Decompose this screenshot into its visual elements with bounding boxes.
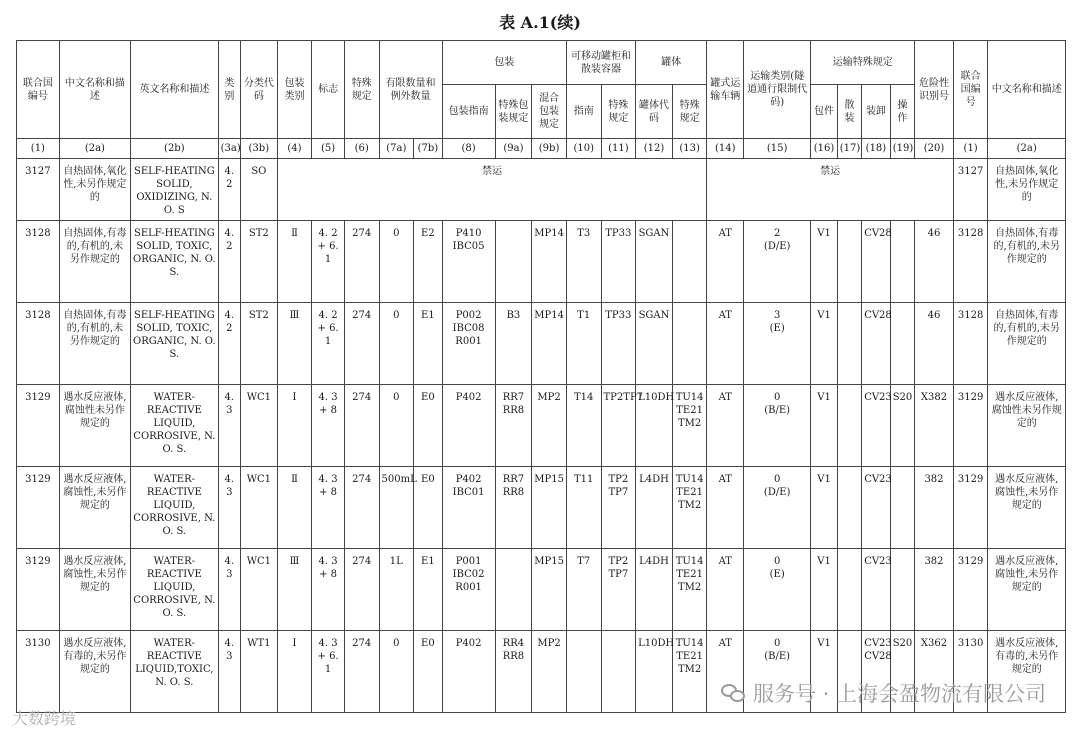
column-number: (2b) — [131, 139, 219, 159]
pack-instr-cell: P002 IBC08 R001 — [442, 303, 495, 385]
vehicle-cell: AT — [707, 467, 744, 549]
class-code-cell: WT1 — [241, 631, 278, 713]
name-cn-2-cell: 遇水反应液体,有毒的,未另作规定的 — [988, 631, 1066, 713]
column-number: (14) — [707, 139, 744, 159]
special-provision-cell: 274 — [344, 385, 379, 467]
pt-instr-cell: T3 — [566, 221, 601, 303]
class-code-cell: ST2 — [241, 303, 278, 385]
pack-instr-cell: P402 — [442, 631, 495, 713]
special-pack-cell: RR4 RR8 — [495, 631, 532, 713]
tank-code-cell: L4DH — [636, 467, 673, 549]
tank-special-cell — [672, 221, 707, 303]
vehicle-cell: AT — [707, 221, 744, 303]
packages-cell: V1 — [811, 221, 837, 303]
name-en-cell: SELF-HEATING SOLID, OXIDIZING, N. O. S — [131, 159, 219, 221]
limited-qty-cell: 0 — [379, 221, 414, 303]
column-number: (13) — [672, 139, 707, 159]
labels-cell: 4. 3 + 6. 1 — [312, 631, 345, 713]
header-pt-special: 特殊规定 — [601, 85, 636, 139]
tank-special-cell: TU14 TE21 TM2 — [672, 385, 707, 467]
pt-special-cell: TP2 TP7 — [601, 549, 636, 631]
packages-cell: V1 — [811, 549, 837, 631]
mixed-pack-cell: MP15 — [532, 549, 567, 631]
operation-cell — [890, 303, 914, 385]
operation-cell: S20 — [890, 631, 914, 713]
hazard-id-cell: 46 — [915, 221, 954, 303]
forbidden-cell: 禁运 — [277, 159, 707, 221]
packages-cell: V1 — [811, 631, 837, 713]
tank-code-cell: L10DH — [636, 385, 673, 467]
pt-instr-cell: T11 — [566, 467, 601, 549]
hazard-id-cell: 382 — [915, 467, 954, 549]
un-number-cell: 3128 — [17, 221, 60, 303]
header-un-no: 联合国编号 — [17, 41, 60, 139]
column-number: (7b) — [414, 139, 443, 159]
operation-cell — [890, 549, 914, 631]
wechat-icon — [721, 682, 747, 704]
column-number: (3b) — [241, 139, 278, 159]
name-en-cell: WATER-REACTIVE LIQUID,TOXIC, N. O. S. — [131, 631, 219, 713]
special-pack-cell: RR7 RR8 — [495, 467, 532, 549]
class-code-cell: WC1 — [241, 385, 278, 467]
labels-cell: 4. 2 + 6. 1 — [312, 221, 345, 303]
pack-instr-cell: P001 IBC02 R001 — [442, 549, 495, 631]
transport-category-cell: 0 (B/E) — [744, 631, 811, 713]
name-en-cell: SELF-HEATING SOLID, TOXIC, ORGANIC, N. O. S. — [131, 303, 219, 385]
table-row — [17, 467, 1066, 549]
bulk-cell — [837, 549, 861, 631]
bulk-cell — [837, 221, 861, 303]
watermark-text: 服务号 · 上海会盈物流有限公司 — [752, 682, 1046, 706]
limited-qty-cell: 0 — [379, 385, 414, 467]
header-operation: 操作 — [890, 85, 914, 139]
limited-qty-cell: 1L — [379, 549, 414, 631]
hazard-id-cell: X362 — [915, 631, 954, 713]
class-cell: 4. 3 — [218, 385, 240, 467]
column-number: (19) — [890, 139, 914, 159]
un-number-2-cell: 3128 — [953, 221, 988, 303]
column-number: (3a) — [218, 139, 240, 159]
labels-cell: 4. 3 + 8 — [312, 549, 345, 631]
pt-instr-cell: T14 — [566, 385, 601, 467]
loading-cell: CV23 — [862, 467, 891, 549]
transport-category-cell: 0 (D/E) — [744, 467, 811, 549]
table-row — [17, 221, 1066, 303]
name-cn-2-cell: 自热固体,氧化性,未另作规定的 — [988, 159, 1066, 221]
un-number-cell: 3127 — [17, 159, 60, 221]
excepted-qty-cell: E1 — [414, 549, 443, 631]
column-number-row — [17, 139, 1066, 159]
header-class-code: 分类代码 — [241, 41, 278, 139]
pt-special-cell: TP2 TP7 — [601, 467, 636, 549]
column-number: (1) — [953, 139, 988, 159]
packing-group-cell: Ⅲ — [277, 303, 312, 385]
transport-category-cell: 3 (E) — [744, 303, 811, 385]
column-number: (12) — [636, 139, 673, 159]
tank-code-cell: L10DH — [636, 631, 673, 713]
special-pack-cell — [495, 549, 532, 631]
un-number-2-cell: 3128 — [953, 303, 988, 385]
name-en-cell: SELF-HEATING SOLID, TOXIC, ORGANIC, N. O. S. — [131, 221, 219, 303]
header-tank-code: 罐体代码 — [636, 85, 673, 139]
loading-cell: CV23 — [862, 385, 891, 467]
special-provision-cell: 274 — [344, 467, 379, 549]
bulk-cell — [837, 385, 861, 467]
column-number: (5) — [312, 139, 345, 159]
tank-code-cell: L4DH — [636, 549, 673, 631]
table-row — [17, 303, 1066, 385]
header-un-no-2: 联合国编号 — [953, 41, 988, 139]
vehicle-cell: AT — [707, 385, 744, 467]
watermark-secondary: 大数跨境 — [12, 709, 77, 728]
packages-cell: V1 — [811, 467, 837, 549]
limited-qty-cell: 0 — [379, 631, 414, 713]
tank-code-cell: SGAN — [636, 221, 673, 303]
un-number-2-cell: 3130 — [953, 631, 988, 713]
labels-cell: 4. 3 + 8 — [312, 467, 345, 549]
pt-special-cell: TP2TP7 — [601, 385, 636, 467]
un-number-2-cell: 3129 — [953, 385, 988, 467]
special-pack-cell — [495, 221, 532, 303]
class-code-cell: ST2 — [241, 221, 278, 303]
mixed-pack-cell: MP14 — [532, 303, 567, 385]
pack-instr-cell: P410 IBC05 — [442, 221, 495, 303]
name-en-cell: WATER-REACTIVE LIQUID, CORROSIVE, N. O. S. — [131, 385, 219, 467]
loading-cell: CV28 — [862, 221, 891, 303]
mixed-pack-cell: MP2 — [532, 385, 567, 467]
vehicle-cell: AT — [707, 549, 744, 631]
header-name-cn-2: 中文名称和描述 — [988, 41, 1066, 139]
un-number-cell: 3128 — [17, 303, 60, 385]
un-number-2-cell: 3129 — [953, 549, 988, 631]
column-number: (15) — [744, 139, 811, 159]
operation-cell: S20 — [890, 385, 914, 467]
header-pt-instr: 指南 — [566, 85, 601, 139]
special-pack-cell: RR7 RR8 — [495, 385, 532, 467]
column-number: (9a) — [495, 139, 532, 159]
name-cn-cell: 自热固体,有毒的,有机的,未另作规定的 — [59, 303, 130, 385]
header-transport-category: 运输类别(隧道通行限制代码) — [744, 41, 811, 139]
un-number-cell: 3129 — [17, 385, 60, 467]
dangerous-goods-table — [16, 40, 1066, 713]
excepted-qty-cell: E2 — [414, 221, 443, 303]
table-title: 表 A.1(续) — [499, 13, 581, 32]
header-special-provisions: 特殊规定 — [344, 41, 379, 139]
packages-cell: V1 — [811, 303, 837, 385]
column-number: (1) — [17, 139, 60, 159]
class-cell: 4. 2 — [218, 221, 240, 303]
header-pack-instr: 包装指南 — [442, 85, 495, 139]
bulk-cell — [837, 303, 861, 385]
labels-cell: 4. 3 + 8 — [312, 385, 345, 467]
name-en-cell: WATER-REACTIVE LIQUID, CORROSIVE, N. O. S. — [131, 549, 219, 631]
un-number-cell: 3129 — [17, 467, 60, 549]
special-pack-cell: B3 — [495, 303, 532, 385]
column-number: (20) — [915, 139, 954, 159]
column-number: (17) — [837, 139, 861, 159]
mixed-pack-cell: MP15 — [532, 467, 567, 549]
header-name-cn: 中文名称和描述 — [59, 41, 130, 139]
tank-special-cell: TU14 TE21 TM2 — [672, 631, 707, 713]
tank-code-cell: SGAN — [636, 303, 673, 385]
loading-cell: CV28 — [862, 303, 891, 385]
loading-cell: CV23 — [862, 549, 891, 631]
special-provision-cell: 274 — [344, 303, 379, 385]
un-number-2-cell: 3127 — [953, 159, 988, 221]
transport-category-cell: 0 (B/E) — [744, 385, 811, 467]
forbidden-cell: 禁运 — [707, 159, 953, 221]
name-cn-2-cell: 自热固体,有毒的,有机的,未另作规定的 — [988, 221, 1066, 303]
column-number: (9b) — [532, 139, 567, 159]
header-packaging: 包装 — [442, 41, 566, 85]
header-mixed-pack: 混合包装规定 — [532, 85, 567, 139]
un-number-cell: 3129 — [17, 549, 60, 631]
header-loading: 装卸 — [862, 85, 891, 139]
header-name-en: 英文名称和描述 — [131, 41, 219, 139]
excepted-qty-cell: E0 — [414, 631, 443, 713]
class-cell: 4. 3 — [218, 631, 240, 713]
pt-instr-cell: T1 — [566, 303, 601, 385]
tank-special-cell: TU14 TE21 TM2 — [672, 467, 707, 549]
header-special-pack: 特殊包装规定 — [495, 85, 532, 139]
table-row — [17, 549, 1066, 631]
name-cn-2-cell: 遇水反应液体,腐蚀性未另作规定的 — [988, 385, 1066, 467]
header-class: 类别 — [218, 41, 240, 139]
excepted-qty-cell: E0 — [414, 385, 443, 467]
header-packages: 包件 — [811, 85, 837, 139]
name-cn-2-cell: 遇水反应液体,腐蚀性,未另作规定的 — [988, 467, 1066, 549]
bulk-cell — [837, 467, 861, 549]
class-cell: 4. 2 — [218, 159, 240, 221]
header-portable-tanks: 可移动罐柜和散装容器 — [566, 41, 635, 85]
special-provision-cell: 274 — [344, 549, 379, 631]
excepted-qty-cell: E1 — [414, 303, 443, 385]
column-number: (16) — [811, 139, 837, 159]
name-cn-cell: 自热固体,有毒的,有机的,未另作规定的 — [59, 221, 130, 303]
limited-qty-cell: 0 — [379, 303, 414, 385]
pack-instr-cell: P402 IBC01 — [442, 467, 495, 549]
column-number: (8) — [442, 139, 495, 159]
name-cn-2-cell: 自热固体,有毒的,有机的,未另作规定的 — [988, 303, 1066, 385]
column-number: (4) — [277, 139, 312, 159]
class-cell: 4. 3 — [218, 549, 240, 631]
column-number: (2a) — [59, 139, 130, 159]
special-provision-cell: 274 — [344, 221, 379, 303]
header-bulk: 散装 — [837, 85, 861, 139]
pt-instr-cell: T7 — [566, 549, 601, 631]
pt-special-cell — [601, 631, 636, 713]
vehicle-cell: AT — [707, 303, 744, 385]
tank-special-cell: TU14 TE21 TM2 — [672, 549, 707, 631]
packages-cell: V1 — [811, 385, 837, 467]
name-en-cell: WATER-REACTIVE LIQUID, CORROSIVE, N. O. S. — [131, 467, 219, 549]
watermark — [721, 678, 1046, 708]
packing-group-cell: Ⅱ — [277, 467, 312, 549]
packing-group-cell: Ⅰ — [277, 631, 312, 713]
header-limited-qty: 有限数量和例外数量 — [379, 41, 442, 139]
pt-special-cell: TP33 — [601, 221, 636, 303]
name-cn-cell: 遇水反应液体,腐蚀性,未另作规定的 — [59, 467, 130, 549]
pt-special-cell: TP33 — [601, 303, 636, 385]
header-tank: 罐体 — [636, 41, 707, 85]
name-cn-cell: 遇水反应液体,有毒的,未另作规定的 — [59, 631, 130, 713]
packing-group-cell: Ⅱ — [277, 221, 312, 303]
packing-group-cell: Ⅲ — [277, 549, 312, 631]
hazard-id-cell: 46 — [915, 303, 954, 385]
class-code-cell: SO — [241, 159, 278, 221]
operation-cell — [890, 221, 914, 303]
table-row — [17, 159, 1066, 221]
name-cn-cell: 自热固体,氧化性,未另作规定的 — [59, 159, 130, 221]
column-number: (10) — [566, 139, 601, 159]
column-number: (2a) — [988, 139, 1066, 159]
table-body — [17, 159, 1066, 713]
transport-category-cell: 0 (E) — [744, 549, 811, 631]
un-number-cell: 3130 — [17, 631, 60, 713]
header-labels: 标志 — [312, 41, 345, 139]
table-row — [17, 385, 1066, 467]
hazard-id-cell: 382 — [915, 549, 954, 631]
pt-instr-cell — [566, 631, 601, 713]
class-cell: 4. 2 — [218, 303, 240, 385]
loading-cell: CV23 CV28 — [862, 631, 891, 713]
transport-category-cell: 2 (D/E) — [744, 221, 811, 303]
class-code-cell: WC1 — [241, 549, 278, 631]
mixed-pack-cell: MP2 — [532, 631, 567, 713]
vehicle-cell: AT — [707, 631, 744, 713]
header-hazard-id: 危险性识别号 — [915, 41, 954, 139]
header-packing-group: 包装类别 — [277, 41, 312, 139]
column-number: (11) — [601, 139, 636, 159]
name-cn-cell: 遇水反应液体,腐蚀性未另作规定的 — [59, 385, 130, 467]
column-number: (7a) — [379, 139, 414, 159]
hazard-id-cell: X382 — [915, 385, 954, 467]
limited-qty-cell: 500mL — [379, 467, 414, 549]
operation-cell — [890, 467, 914, 549]
class-cell: 4. 3 — [218, 467, 240, 549]
pack-instr-cell: P402 — [442, 385, 495, 467]
excepted-qty-cell: E0 — [414, 467, 443, 549]
header-vehicle: 罐式运输车辆 — [707, 41, 744, 139]
column-number: (6) — [344, 139, 379, 159]
header-tank-special: 特殊规定 — [672, 85, 707, 139]
un-number-2-cell: 3129 — [953, 467, 988, 549]
packing-group-cell: Ⅰ — [277, 385, 312, 467]
column-number: (18) — [862, 139, 891, 159]
labels-cell: 4. 2 + 6. 1 — [312, 303, 345, 385]
header-special-transport: 运输特殊规定 — [811, 41, 915, 85]
name-cn-cell: 遇水反应液体,腐蚀性,未另作规定的 — [59, 549, 130, 631]
name-cn-2-cell: 遇水反应液体,腐蚀性,未另作规定的 — [988, 549, 1066, 631]
mixed-pack-cell: MP14 — [532, 221, 567, 303]
class-code-cell: WC1 — [241, 467, 278, 549]
special-provision-cell: 274 — [344, 631, 379, 713]
tank-special-cell — [672, 303, 707, 385]
